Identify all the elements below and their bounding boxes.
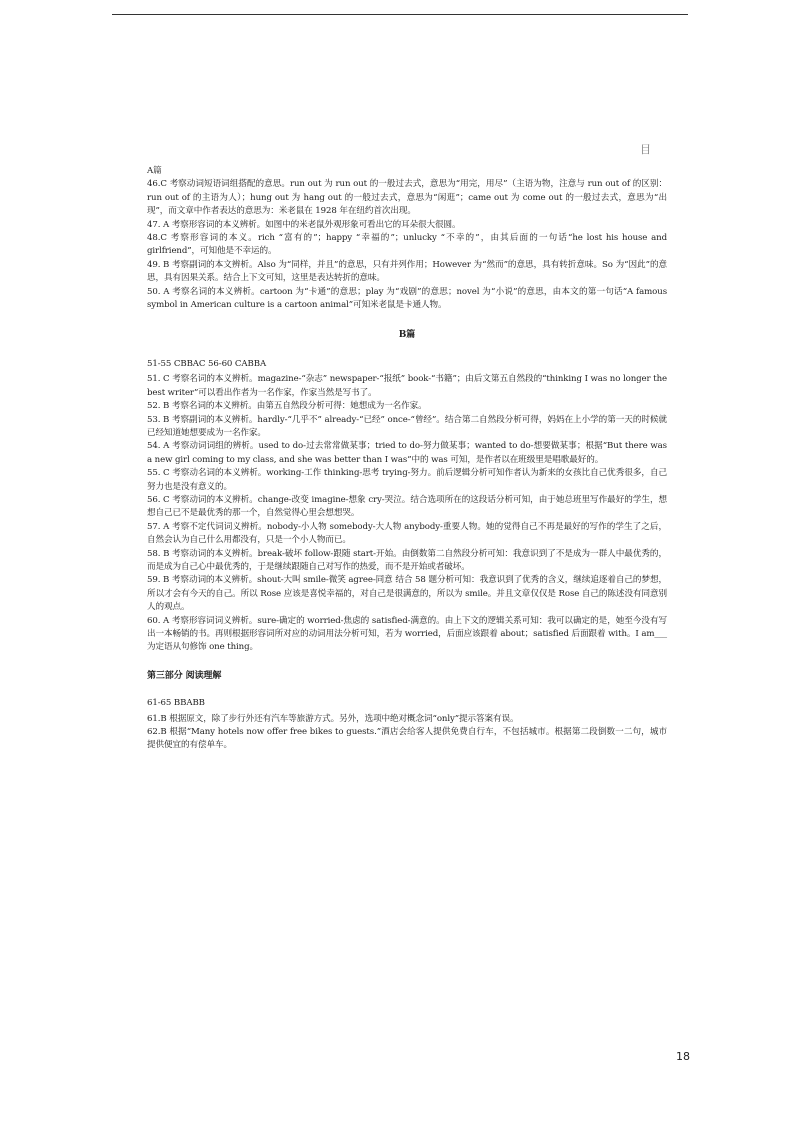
explanation-item: 57. A 考察不定代词词义辨析。nobody-小人物 somebody-大人物 anybody-重要人物。她的觉得自己不再是最好的写作的学生了之后，自然会认为自己什么用都没有，只是一个小人物而已。	[147, 521, 667, 546]
document-body	[147, 165, 667, 753]
part-three-title: 第三部分 阅读理解	[147, 670, 222, 681]
answer-key: 61-65 BBABB	[147, 698, 205, 709]
header-mark: 目	[640, 143, 651, 156]
explanation-item: 54. A 考察动词词组的辨析。used to do-过去常常做某事；tried to do-努力做某事；wanted to do-想要做某事；根据“But there was a new girl coming to my class, and she was better than I was”中的 was 可知，是作者以在班级里是唱歌最好的。	[147, 441, 667, 465]
explanation-item: 47. A 考察形容词的本义辨析。如图中的米老鼠外观形象可看出它的耳朵很大很圆。	[147, 219, 461, 230]
explanation-item: 62.B 根据“Many hotels now offer free bikes to guests.”酒店会给客人提供免费自行车，不包括城市。根据第二段倒数一二句，城市提供便宜的有偿单车。	[147, 727, 667, 751]
explanation-item: 48.C 考察形容词的本义。rich “富有的”；happy “幸福的”；unlucky “不幸的”，由其后面的一句话“he lost his house and girlfriend”，可知他是不幸运的。	[147, 233, 667, 257]
explanation-item: 61.B 根据原文，除了步行外还有汽车等旅游方式。另外，选项中绝对概念词“only”提示答案有误。	[147, 713, 519, 724]
explanation-item: 58. B 考察动词的本义辨析。break-破坏 follow-跟随 start-开始。由倒数第二自然段分析可知：我意识到了不是成为一群人中最优秀的，而是成为自己心中最优秀的，于是继续跟随自己对写作的热爱，而不是开始或者破坏。	[147, 548, 667, 572]
explanation-item: 51. C 考察名词的本义辨析。magazine-“杂志” newspaper-“报纸” book-“书籍”；由后文第五自然段的“thinking I was no longer the best writer”可以看出作者为一名作家，作家当然是写书了。	[147, 374, 667, 398]
page-number: 18	[676, 1050, 690, 1063]
answer-key: 51-55 CBBAC 56-60 CABBA	[147, 358, 267, 369]
header-rule	[112, 14, 688, 15]
section-b-title: B篇	[398, 330, 416, 341]
explanation-item: 53. B 考察副词的本义辨析。hardly-“几乎不” already-“已经” once-“曾经”。结合第二自然段分析可得，妈妈在上小学的第一天的时候就已经知道她想要成为一名作家。	[147, 414, 667, 438]
explanation-item: 50. A 考察名词的本义辨析。cartoon 为“卡通”的意思；play 为“戏剧”的意思；novel 为“小说”的意思，由本文的第一句话“A famous symbol in American culture is a cartoon animal”可知米老鼠是卡通人物。	[147, 286, 667, 311]
explanation-item: 52. B 考察名词的本义辨析。由第五自然段分析可得：她想成为一名作家。	[147, 401, 427, 412]
section-a-label: A篇	[147, 166, 162, 176]
explanation-item: 56. C 考察动词的本义辨析。change-改变 imagine-想象 cry-哭泣。结合选项所在的这段话分析可知，由于她总班里写作最好的学生，想想自己已不是最优秀的那一个，自然觉得心里会想想哭。	[147, 494, 667, 519]
explanation-item: 60. A 考察形容词词义辨析。sure-确定的 worried-焦虑的 satisfied-满意的。由上下文的逻辑关系可知：我可以确定的是，她至今没有写出一本畅销的书。再则根据形容词所对应的动词用法分析可知，若为 worried，后面应该跟着 about；satisfied 后面跟着 with。I am___为定语从句修饰 one thing。	[147, 615, 667, 653]
explanation-item: 59. B 考察动词的本义辨析。shout-大叫 smile-微笑 agree-同意 结合 58 题分析可知：我意识到了优秀的含义，继续追逐着自己的梦想，所以才会有今天的自己。所以 Rose 应该是喜悦幸福的，对自己是很满意的，所以为 smile。并且文章仅仅是 Rose 自己的陈述没有同意别人的观点。	[147, 575, 667, 613]
explanation-item: 46.C 考察动词短语词组搭配的意思。run out 为 run out 的一般过去式，意思为“用完，用尽”（主语为物，注意与 run out of 的区别：run out of 的主语为人）；hung out 为 hang out 的一般过去式，意思为“闲逛”；came out 为 come out 的一般过去式，意思为“出现”，而文章中作者表达的意思为：米老鼠在 1928 年在纽约首次出现。	[147, 179, 667, 217]
explanation-item: 55. C 考察动名词的本义辨析。working-工作 thinking-思考 trying-努力。前后逻辑分析可知作者认为新来的女孩比自己优秀很多，自己努力也是没有意义的。	[147, 468, 667, 492]
explanation-item: 49. B 考察副词的本文辨析。Also 为“同样，并且”的意思，只有并列作用；However 为“然而”的意思，具有转折意味。So 为“因此”的意思，具有因果关系。结合上下文可知，这里是表达转折的意味。	[147, 259, 667, 284]
